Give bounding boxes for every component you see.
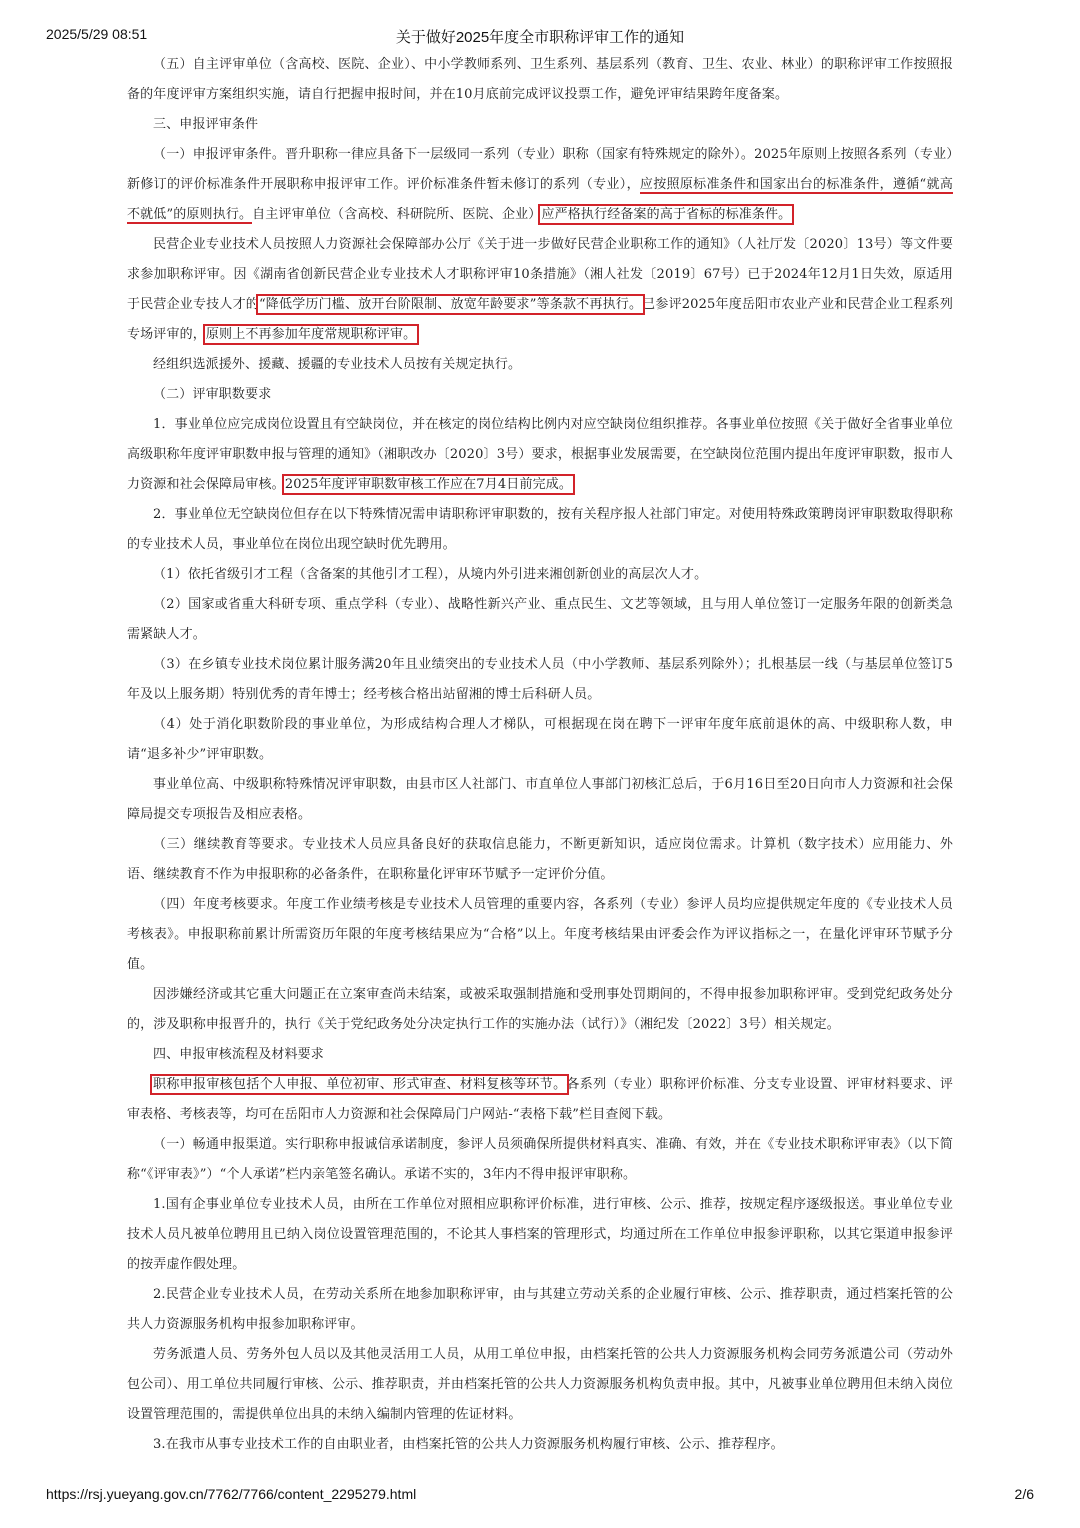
boxed-highlight: 应严格执行经备案的高于省标的标准条件。 [541,207,792,222]
paragraph-state-owned: 1.国有企事业单位专业技术人员，由所在工作单位对照相应职称评价标准，进行审核、公示、推荐，按规定程序逐级报送。事业单位专业技术人员凡被单位聘用且已纳入岗位设置管理范围的，不论其人事档案的管理形式，均通过所在工作单位申报参评职称，以其它渠道申报参评的按弄虚作假处理。 [127,1197,953,1272]
paragraph-freelancers: 3.在我市从事专业技术工作的自由职业者，由档案托管的公共人力资源服务机构履行审核、公示、推荐程序。 [153,1437,784,1452]
document-body [127,50,953,1460]
paragraph-disciplinary: 因涉嫌经济或其它重大问题正在立案审查尚未结案，或被采取强制措施和受刑事处罚期间的，不得申报参加职称评审。受到党纪政务处分的，涉及职称申报晋升的，执行《关于党纪政务处分决定执行工作的实施办法（试行）》（湘纪发〔2022〕3号）相关规定。 [127,987,953,1032]
section-heading-3: 三、申报评审条件 [153,117,259,132]
paragraph-review-process [127,1070,953,1130]
print-datetime: 2025/5/29 08:51 [46,26,148,42]
paragraph-dispatch-workers: 劳务派遣人员、劳务外包人员以及其他灵活用工人员，从用工单位申报，由档案托管的公共人力资源服务机构会同劳务派遣公司（劳动外包公司）、用工单位共同履行审核、公示、推荐职责，并由档案托管的公共人力资源服务机构负责申报。其中，凡被事业单位聘用但未纳入岗位设置管理范围的，需提供单位出具的未纳入编制内管理的佐证材料。 [127,1347,953,1422]
page-number: 2/6 [1014,1486,1034,1502]
paragraph-quota-2: 2．事业单位无空缺岗位但存在以下特殊情况需申请职称评审职数的，按有关程序报人社部门审定。对使用特殊政策聘岗评审职数取得职称的专业技术人员，事业单位在岗位出现空缺时优先聘用。 [127,507,953,552]
paragraph-special-quota: 事业单位高、中级职称特殊情况评审职数，由县市区人社部门、市直单位人事部门初核汇总后，于6月16日至20日向市人力资源和社会保障局提交专项报告及相应表格。 [127,777,953,822]
paragraph-private-staff: 2.民营企业专业技术人员，在劳动关系所在地参加职称评审，由与其建立劳动关系的企业履行审核、公示、推荐职责，通过档案托管的公共人力资源服务机构申报参加职称评审。 [127,1287,953,1332]
page-url: https://rsj.yueyang.gov.cn/7762/7766/content_2295279.html [46,1486,417,1502]
document-title: 关于做好2025年度全市职称评审工作的通知 [395,29,685,46]
boxed-highlight: 职称申报审核包括个人申报、单位初审、形式审查、材料复核等环节。 [153,1077,567,1092]
boxed-highlight: 2025年度评审职数审核工作应在7月4日前完成。 [284,477,573,492]
boxed-highlight: “降低学历门槛、放开台阶限制、放宽年龄要求”等条款不再执行。 [258,297,643,312]
paragraph-item-3: （3）在乡镇专业技术岗位累计服务满20年且业绩突出的专业技术人员（中小学教师、基层系列除外）；扎根基层一线（与基层单位签订5年及以上服务期）特别优秀的青年博士；经考核合格出站留湘的博士后科研人员。 [127,657,953,702]
paragraph-private-enterprise [127,230,953,350]
paragraph-channels: （一）畅通申报渠道。实行职称申报诚信承诺制度，参评人员须确保所提供材料真实、准确、有效，并在《专业技术职称评审表》（以下简称“《评审表》”）“个人承诺”栏内亲笔签名确认。承诺不实的，3年内不得申报评审职称。 [127,1137,953,1182]
paragraph-item-1: （1）依托省级引才工程（含备案的其他引才工程），从境内外引进来湘创新创业的高层次人才。 [153,567,708,582]
text-segment: 各系列（专业）职称评价标准、分支专业设置、评审材料要求、评审表格、考核表等，均可在岳阳市人力资源和社会保障局门户网站-“表格下载”栏目查阅下载。 [127,1077,953,1122]
paragraph-annual-assessment: （四）年度考核要求。年度工作业绩考核是专业技术人员管理的重要内容，各系列（专业）参评人员均应提供规定年度的《专业技术人员考核表》。申报职称前累计所需资历年限的年度考核结果应为“合格”以上。年度考核结果由评委会作为评议指标之一，在量化评审环节赋予分值。 [127,897,953,972]
paragraph-item-4: （4）处于消化职数阶段的事业单位，为形成结构合理人才梯队，可根据现在岗在聘下一评审年度年底前退休的高、中级职称人数，申请“退多补少”评审职数。 [127,717,953,762]
paragraph-quota-1 [127,410,953,500]
text-segment: 已参评2025年度岳阳市农业产业和民营企业工程系列专场评审的， [127,297,953,342]
paragraph-review-conditions [127,140,953,230]
text-segment: （一）申报评审条件。晋升职称一律应具备下一层级同一系列（专业）职称（国家有特殊规定的除外）。2025年原则上按照各系列（专业）新修订的评价标准条件开展职称申报评审工作。评价标准条件暂未修订的系列（专业）， [127,147,953,192]
text-segment: 民营企业专业技术人员按照人力资源社会保障部办公厅《关于进一步做好民营企业职称工作的通知》（人社厅发〔2020〕13号）等文件要求参加职称评审。因《湖南省创新民营企业专业技术人才职称评审10条措施》（湘人社发〔2019〕67号）已于2024年12月1日失效，原适用于民营企业专技人才的 [127,237,953,312]
paragraph-continuing-education: （三）继续教育等要求。专业技术人员应具备良好的获取信息能力，不断更新知识，适应岗位需求。计算机（数字技术）应用能力、外语、继续教育不作为申报职称的必备条件，在职称量化评审环节赋予一定评价分值。 [127,837,953,882]
section-heading-4: 四、申报审核流程及材料要求 [153,1047,324,1062]
boxed-highlight: 原则上不再参加年度常规职称评审。 [205,327,417,342]
paragraph-aid-personnel: 经组织选派援外、援藏、援疆的专业技术人员按有关规定执行。 [153,357,522,372]
underlined-highlight: 应按照原标准条件和国家出台的标准条件，遵循“就高不就低”的原则执行。 [127,177,953,222]
subheading-quota: （二）评审职数要求 [153,387,272,402]
paragraph-item-2: （2）国家或省重大科研专项、重点学科（专业）、战略性新兴产业、重点民生、文艺等领域，且与用人单位签订一定服务年限的创新类急需紧缺人才。 [127,597,953,642]
text-segment: 1．事业单位应完成岗位设置且有空缺岗位，并在核定的岗位结构比例内对应空缺岗位组织推荐。各事业单位按照《关于做好全省事业单位高级职称年度评审职数申报与管理的通知》（湘职改办〔2020〕3号）要求，根据事业发展需要，在空缺岗位范围内提出年度评审职数，报市人力资源和社会保障局审核。 [127,417,953,492]
text-segment: 自主评审单位（含高校、科研院所、医院、企业） [252,207,542,222]
paragraph-self-review-units: （五）自主评审单位（含高校、医院、企业）、中小学教师系列、卫生系列、基层系列（教育、卫生、农业、林业）的职称评审工作按照报备的年度评审方案组织实施，请自行把握申报时间，并在10月底前完成评议投票工作，避免评审结果跨年度备案。 [127,57,953,102]
